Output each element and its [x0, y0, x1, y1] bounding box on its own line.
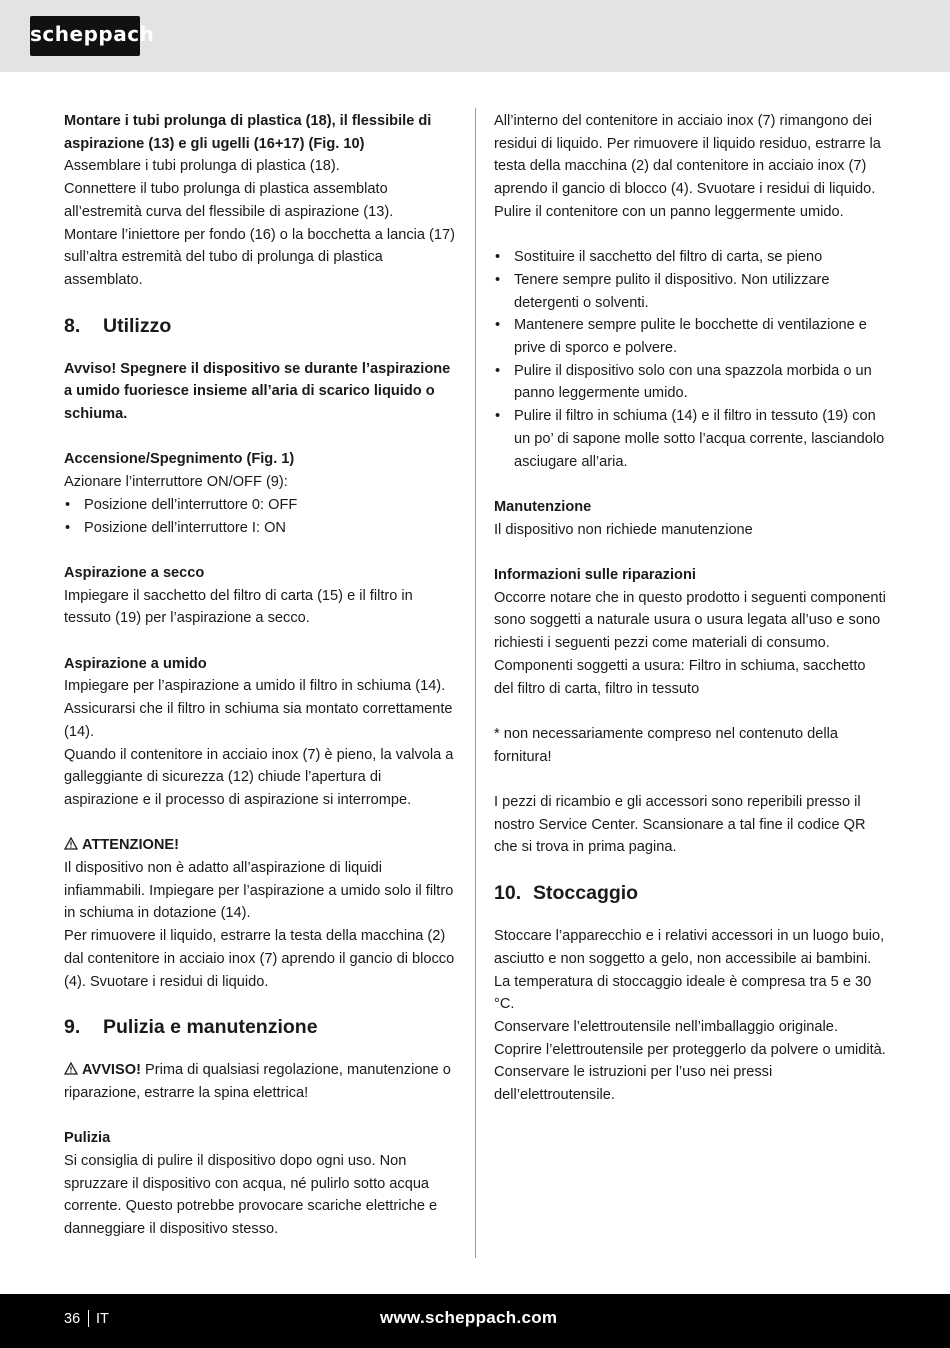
storage-text-4: Conservare le istruzioni per l’uso nei pressi dell’elettroutensile. — [494, 1064, 773, 1104]
list-item: • Pulire il dispositivo solo con una spazzola morbida o un panno leggermente umido. — [494, 360, 887, 405]
assembly-step-2: Connettere il tubo prolunga di plastica assemblato all’estremità curva del flessibile di aspirazione (13). — [64, 181, 394, 220]
dry-heading: Aspirazione a secco — [64, 564, 205, 581]
attention-text-1: Il dispositivo non è adatto all’aspirazione di liquidi infiammabili. Impiegare per l’aspirazione a umido solo il filtro in schiuma in dotazione (14). — [64, 860, 454, 922]
maintenance-text: Il dispositivo non richiede manutenzione — [494, 521, 753, 538]
list-item: • Posizione dell’interruttore 0: OFF — [64, 494, 457, 517]
right-column — [494, 110, 887, 1107]
page-number: 36 — [64, 1311, 81, 1327]
spare-parts-text: I pezzi di ricambio e gli accessori sono reperibili presso il nostro Service Center. Scansionare a tal fine il codice QR che si trova in prima pagina. — [494, 794, 866, 856]
cleaning-text: Si consiglia di pulire il dispositivo dopo ogni uso. Non spruzzare il dispositivo con acqua, né pulirlo sotto acqua corrente. Questo potrebbe provocare scariche elettriche e danneggiare il dispositivo stesso. — [64, 1153, 438, 1238]
page-footer — [0, 1294, 950, 1348]
assembly-heading: Montare i tubi prolunga di plastica (18), il flessibile di aspirazione (13) e gli ugelli (16+17) (Fig. 10) — [64, 113, 432, 152]
cleaning-heading: Pulizia — [64, 1130, 111, 1147]
attention-title: ATTENZIONE! — [82, 837, 180, 854]
attention-text-2: Per rimuovere il liquido, estrarre la testa della macchina (2) dal contenitore in acciaio inox (7) aprendo il gancio di blocco (4). Svuotare i residui di liquido. — [64, 928, 455, 990]
footer-separator — [88, 1310, 89, 1327]
wet-text-2: Quando il contenitore in acciaio inox (7) è pieno, la valvola a galleggiante di sicurezza (12) chiude l’apertura di aspirazione e il processo di aspirazione si interrompe. — [64, 746, 454, 808]
warning-triangle-icon — [64, 837, 78, 850]
warning-paragraph — [64, 1059, 457, 1104]
attention-heading — [64, 834, 457, 857]
list-item: • Sostituire il sacchetto del filtro di carta, se pieno — [494, 246, 887, 269]
list-item: • Pulire il filtro in schiuma (14) e il filtro in tessuto (19) con un po’ di sapone molle sotto l’acqua corrente, lasciandolo asciugare all’aria. — [494, 405, 887, 473]
wet-heading: Aspirazione a umido — [64, 655, 207, 672]
dry-text: Impiegare il sacchetto del filtro di carta (15) e il filtro in tessuto (19) per l’aspirazione a secco. — [64, 587, 413, 627]
notice-text: Avviso! Spegnere il dispositivo se durante l’aspirazione a umido fuoriesce insieme all’aria di scarico liquido o schiuma. — [64, 360, 451, 423]
residue-text: All’interno del contenitore in acciaio inox (7) rimangono dei residui di liquido. Per rimuovere il liquido residuo, estrarre la testa della macchina (2) dal contenitore in acciaio inox (7) aprendo il gancio di blocco (4). Svuotare i residui di liquido. Pulire il contenitore con un panno leggermente umido. — [494, 113, 881, 220]
section-8-heading — [64, 314, 457, 338]
onoff-text: Azionare l’interruttore ON/OFF (9): — [64, 474, 288, 491]
list-item: • Tenere sempre pulito il dispositivo. Non utilizzare detergenti o solventi. — [494, 269, 887, 314]
storage-text-2: Conservare l’elettroutensile nell’imballaggio originale. — [494, 1018, 838, 1035]
website-link[interactable]: www.scheppach.com — [380, 1308, 558, 1327]
storage-text-3: Coprire l’elettroutensile per proteggerlo da polvere o umidità. — [494, 1041, 886, 1058]
brand-logo — [30, 16, 155, 56]
repair-text-2: Componenti soggetti a usura: Filtro in schiuma, sacchetto del filtro di carta, filtro in tessuto — [494, 657, 866, 697]
section-9-title: Pulizia e manutenzione — [103, 1016, 318, 1039]
section-10-heading — [494, 881, 887, 905]
logo-text: scheppach — [30, 22, 155, 46]
repair-heading: Informazioni sulle riparazioni — [494, 567, 696, 584]
onoff-list — [64, 494, 457, 539]
assembly-step-3: Montare l’iniettore per fondo (16) o la bocchetta a lancia (17) sull’altra estremità del tubo di prolunga di plastica assemblato. — [64, 226, 456, 288]
warning-label: AVVISO! — [82, 1062, 141, 1079]
footnote-text: * non necessariamente compreso nel contenuto della fornitura! — [494, 725, 838, 765]
left-column — [64, 110, 457, 1241]
storage-text-1: Stoccare l’apparecchio e i relativi accessori in un luogo buio, asciutto e non soggetto a gelo, non accessibile ai bambini. La temperatura di stoccaggio ideale è compresa tra 5 e 30 °C. — [494, 928, 885, 1013]
list-item: • Posizione dell’interruttore I: ON — [64, 517, 457, 540]
assembly-step-1: Assemblare i tubi prolunga di plastica (18). — [64, 158, 340, 175]
section-9-heading — [64, 1015, 457, 1039]
warning-text: Prima di qualsiasi regolazione, manutenzione o riparazione, estrarre la spina elettrica! — [64, 1062, 451, 1101]
onoff-heading: Accensione/Spegnimento (Fig. 1) — [64, 451, 295, 468]
page-header — [0, 0, 950, 72]
section-9-number: 9. — [64, 1016, 81, 1039]
language-code: IT — [96, 1311, 109, 1327]
wet-text-1: Impiegare per l’aspirazione a umido il filtro in schiuma (14). Assicurarsi che il filtro in schiuma sia montato correttamente (14). — [64, 678, 453, 740]
column-divider — [475, 108, 476, 1258]
section-8-number: 8. — [64, 314, 81, 337]
warning-triangle-icon — [64, 1062, 78, 1075]
section-10-number: 10. — [494, 882, 522, 905]
section-10-title: Stoccaggio — [533, 882, 639, 905]
list-item: • Mantenere sempre pulite le bocchette di ventilazione e prive di sporco e polvere. — [494, 314, 887, 359]
care-list — [494, 246, 887, 473]
section-8-title: Utilizzo — [103, 314, 172, 337]
maintenance-heading: Manutenzione — [494, 498, 592, 515]
repair-text-1: Occorre notare che in questo prodotto i seguenti componenti sono soggetti a naturale usura o usura legata all’uso e sono richiesti i seguenti pezzi come materiali di consumo. — [494, 589, 886, 652]
